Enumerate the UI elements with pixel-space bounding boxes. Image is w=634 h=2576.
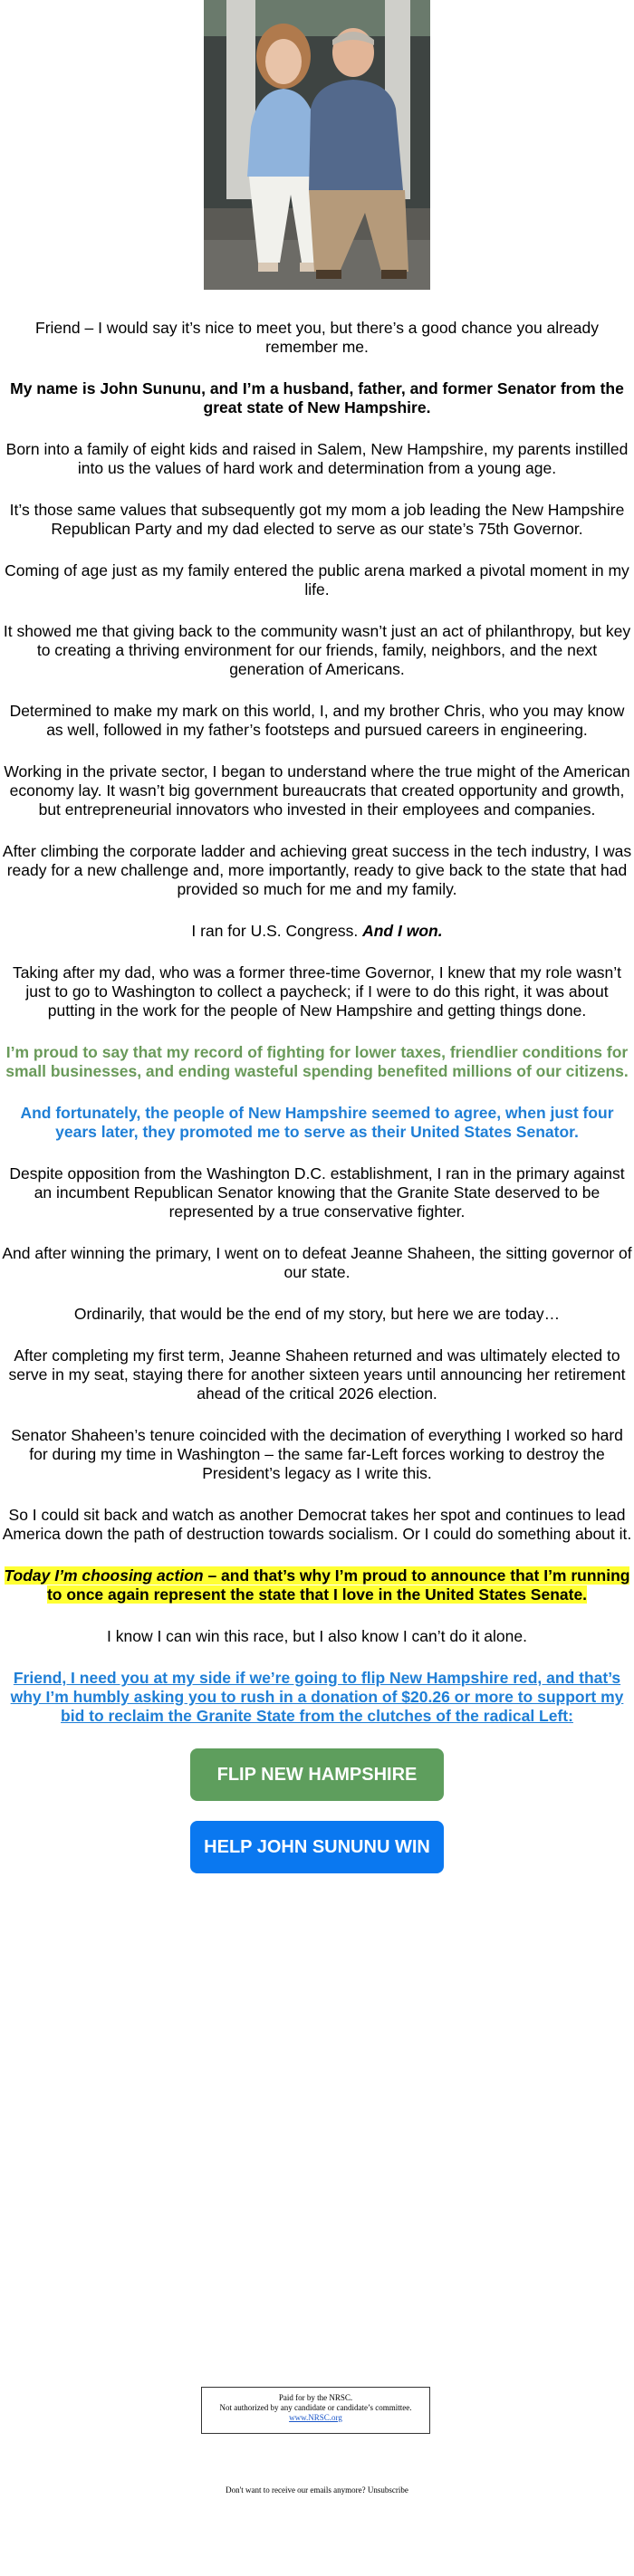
paragraph-giving-back: It showed me that giving back to the community wasn’t just an act of philanthropy, but key to creating a thriving environment for our friends, family, neighbors, and the next generation of Americans. bbox=[3, 622, 631, 678]
paragraph-senator: And fortunately, the people of New Hampshire seemed to agree, when just four years later, they promoted me to serve as their United States Senator. bbox=[20, 1104, 614, 1141]
congress-text: I ran for U.S. Congress. bbox=[191, 922, 363, 940]
paragraph-engineering: Determined to make my mark on this world, I, and my brother Chris, who you may know as well, followed in my father’s footsteps and pursued careers in engineering. bbox=[9, 702, 625, 739]
paragraph-corporate: After climbing the corporate ladder and achieving great success in the tech industry, I was ready for a new challenge and, more importantly, ready to give back to the state that had provided so much for me and my family. bbox=[2, 842, 632, 898]
paragraph-defeat: And after winning the primary, I went on to defeat Jeanne Shaheen, the sitting governor of our state. bbox=[2, 1244, 632, 1281]
flip-new-hampshire-button[interactable]: FLIP NEW HAMPSHIRE bbox=[190, 1748, 444, 1801]
paragraph-congress bbox=[0, 922, 634, 941]
paragraph-family: Born into a family of eight kids and raised in Salem, New Hampshire, my parents instilled into us the values of hard work and determination from a young age. bbox=[5, 440, 629, 477]
paragraph-greeting: Friend – I would say it’s nice to meet you, but there’s a good chance you already remember me. bbox=[35, 319, 599, 356]
not-authorized-text: Not authorized by any candidate or candidate’s committee. bbox=[219, 2403, 412, 2412]
paid-for-text: Paid for by the NRSC. bbox=[278, 2393, 353, 2402]
couple-portrait-photo bbox=[204, 0, 430, 290]
announcement-text: – and that’s why I’m proud to announce that I’m running to once again represent the state that I love in the United States Senate. bbox=[46, 1566, 630, 1604]
paragraph-primary: Despite opposition from the Washington D.C. establishment, I ran in the primary against an incumbent Republican Senator knowing that the Granite State deserved to be represented by a true conservative fighter. bbox=[9, 1164, 625, 1221]
paragraph-choice: So I could sit back and watch as another Democrat takes her spot and continues to lead America down the path of destruction towards socialism. Or I could do something about it. bbox=[2, 1506, 632, 1543]
paragraph-announcement bbox=[0, 1566, 634, 1604]
paragraph-coming-of-age: Coming of age just as my family entered the public arena marked a pivotal moment in my life. bbox=[5, 561, 629, 599]
paragraph-intro: My name is John Sununu, and I’m a husband, father, and former Senator from the great state of New Hampshire. bbox=[10, 379, 624, 417]
paragraph-tenure: Senator Shaheen’s tenure coincided with the decimation of everything I worked so hard for during my time in Washington – the same far-Left forces working to destroy the President’s legacy as I write this. bbox=[11, 1426, 623, 1482]
paragraph-washington: Taking after my dad, who was a former three-time Governor, I knew that my role wasn’t just to go to Washington to collect a paycheck; if I were to do this right, it was about putting in the work for the people of New Hampshire and getting things done. bbox=[12, 963, 622, 1020]
paragraph-private-sector: Working in the private sector, I began to understand where the true might of the American economy lay. It wasn’t big government bureaucrats that created opportunity and growth, but entrepreneurial innovators who invested in their employees and companies. bbox=[4, 762, 630, 819]
help-john-sununu-win-button[interactable]: HELP JOHN SUNUNU WIN bbox=[190, 1821, 444, 1873]
paragraph-ask bbox=[0, 1669, 634, 1726]
paragraph-record: I’m proud to say that my record of fighting for lower taxes, friendlier conditions for small businesses, and ending wasteful spending benefited millions of our citizens. bbox=[5, 1043, 629, 1080]
announcement-italic: Today I’m choosing action bbox=[4, 1566, 204, 1585]
congress-won-text: And I won. bbox=[362, 922, 443, 940]
paid-for-disclaimer bbox=[201, 2387, 430, 2434]
paragraph-values: It’s those same values that subsequently got my mom a job leading the New Hampshire Republican Party and my dad elected to serve as our state’s 75th Governor. bbox=[9, 501, 625, 538]
paragraph-ordinarily: Ordinarily, that would be the end of my story, but here we are today… bbox=[73, 1305, 561, 1323]
nrsc-site-link[interactable]: www.NRSC.org bbox=[289, 2413, 342, 2422]
paragraph-cant-alone: I know I can win this race, but I also know I can’t do it alone. bbox=[107, 1627, 527, 1645]
unsubscribe-text[interactable]: Don't want to receive our emails anymore? Unsubscribe bbox=[226, 2485, 408, 2495]
donation-link[interactable]: Friend, I need you at my side if we’re going to flip New Hampshire red, and that’s why I’m humbly asking you to rush in a donation of $20.26 or more to support my bid to reclaim the Granite State from the clutches of the radical Left: bbox=[10, 1669, 624, 1725]
paragraph-first-term: After completing my first term, Jeanne Shaheen returned and was ultimately elected to serve in my seat, staying there for another sixteen years until announcing her retirement ahead of the critical 2026 election. bbox=[8, 1346, 626, 1403]
